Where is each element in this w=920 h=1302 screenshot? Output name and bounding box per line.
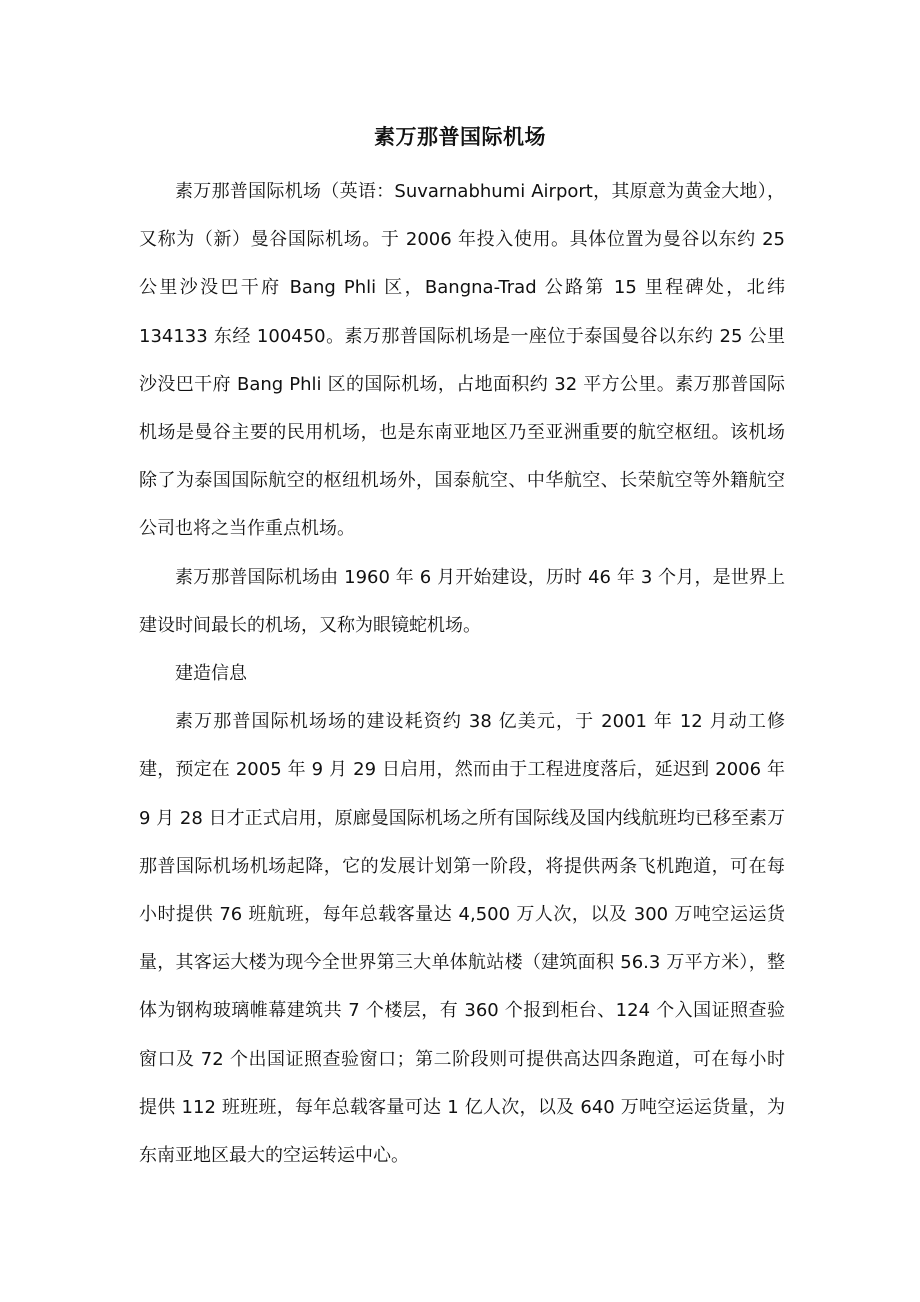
paragraph-construction: 素万那普国际机场场的建设耗资约 38 亿美元，于 2001 年 12 月动工修建，预定在 2005 年 9 月 29 日启用，然而由于工程进度落后，延迟到 2006 年 9 月 28 日才正式启用，原廊曼国际机场之所有国际线及国内线航班均已移至素万那普国际机场机场起降，它的发展计划第一阶段，将提供两条飞机跑道，可在每小时提供 76 班航班，每年总载客量达 4,500 万人次，以及 300 万吨空运运货量，其客运大楼为现今全世界第三大单体航站楼（建筑面积 56.3 万平方米），整体为钢构玻璃帷幕建筑共 7 个楼层，有 360 个报到柜台、124 个入国证照查验窗口及 72 个出国证照查验窗口；第二阶段则可提供高达四条跑道，可在每小时提供 112 班班班，每年总载客量可达 1 亿人次，以及 640 万吨空运运货量，为东南亚地区最大的空运转运中心。 [139,711,785,1167]
paragraph-intro: 素万那普国际机场（英语：Suvarnabhumi Airport，其原意为黄金大地），又称为（新）曼谷国际机场。于 2006 年投入使用。具体位置为曼谷以东约 25 公里沙没巴干府 Bang Phli 区，Bangna-Trad 公路第 15 里程碑处，北纬 134133 东经 100450。素万那普国际机场是一座位于泰国曼谷以东约 25 公里沙没巴干府 Bang Phli 区的国际机场，占地面积约 32 平方公里。素万那普国际机场是曼谷主要的民用机场，也是东南亚地区乃至亚洲重要的航空枢纽。该机场除了为泰国国际航空的枢纽机场外，国泰航空、中华航空、长荣航空等外籍航空公司也将之当作重点机场。 [139,181,785,540]
document-body [139,168,785,1180]
page-title: 素万那普国际机场 [374,125,546,149]
section-heading-construction: 建造信息 [175,663,247,685]
paragraph-history: 素万那普国际机场由 1960 年 6 月开始建设，历时 46 年 3 个月，是世界上建设时间最长的机场，又称为眼镜蛇机场。 [139,566,785,636]
